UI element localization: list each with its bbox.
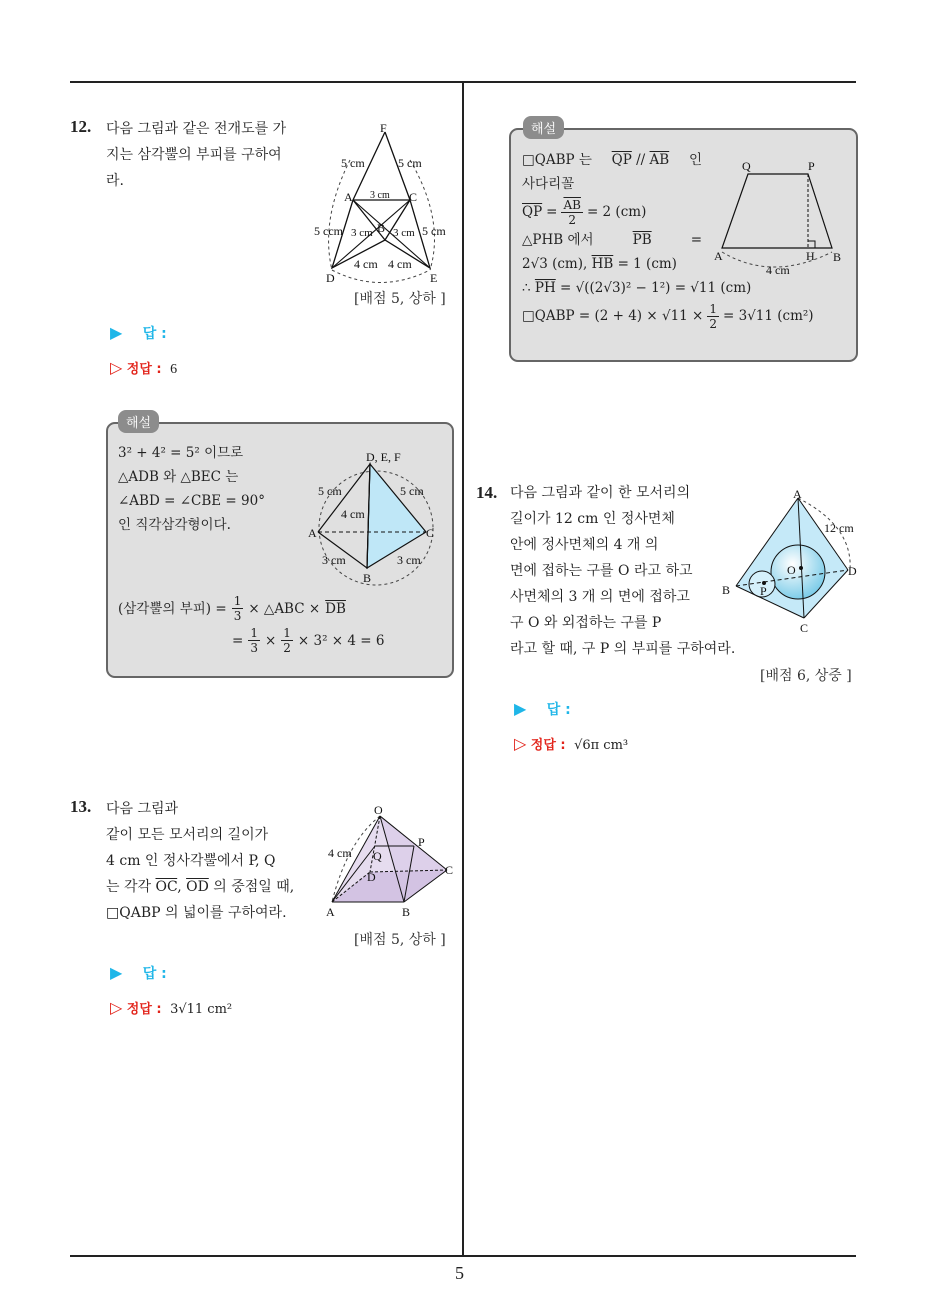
sol12-line1: 3² + 4² = 5² 이므로: [118, 445, 244, 461]
q12-line3: 라.: [106, 173, 124, 189]
q12-label-E: E: [430, 271, 438, 285]
sol13-frac-half: [707, 302, 719, 331]
q12-arc-left: [329, 160, 350, 270]
q13-label-D: D: [367, 870, 376, 884]
sol13-eq-c: =: [690, 232, 702, 248]
sol12-frac2-den: 3: [250, 641, 258, 655]
sol12-vol-lhs: (삼각뿔의 부피) =: [118, 600, 227, 617]
page-number: 5: [455, 1263, 464, 1283]
q14-label-12: 12 cm: [824, 521, 854, 535]
q12-label-3top: 3 cm: [370, 190, 390, 201]
q13-label-Q: Q: [373, 849, 382, 863]
q13-label-B: B: [402, 905, 411, 919]
q13-line4-a: 는 각각: [106, 879, 152, 895]
sol13-l7b: = 3√11 (cm²): [723, 308, 814, 324]
sol12-eq2-times: ×: [264, 632, 277, 649]
sol13-l6a: ∴: [522, 280, 531, 296]
q13-line2: 같이 모든 모서리의 길이가: [106, 827, 269, 843]
sol12-label-B: B: [363, 571, 372, 585]
sol13-half-den: 2: [709, 316, 717, 331]
q12-score: [배점 5, 상하 ]: [354, 291, 446, 307]
q14-answer-row: [514, 699, 571, 719]
column-divider: [462, 82, 464, 1256]
q14-label-B: B: [722, 583, 731, 597]
q13-solution-tab: 해설: [523, 116, 564, 139]
sol13-line4: [522, 228, 702, 252]
q12-correct-label: 정답 :: [126, 362, 162, 377]
sol13-frac-ab-den: 2: [568, 212, 577, 227]
sol13-label-B: B: [833, 250, 842, 264]
sol12-volume-eq1: [118, 594, 346, 623]
sol13-line1: [522, 148, 702, 172]
q12-solution-figure: [306, 448, 446, 588]
q14-line3: 안에 정사면체의 4 개 의: [510, 537, 659, 553]
q14-line4: 면에 접하는 구를 O 라고 하고: [510, 563, 693, 579]
q13-pyramid-figure: [322, 802, 462, 922]
sol13-l1b: 인: [688, 152, 702, 168]
sol12-frac2: [248, 626, 260, 655]
sol12-volume-eq2: [232, 626, 384, 655]
sol13-hb: $\overline{HB}$: [591, 256, 614, 272]
q12-text: [106, 116, 306, 194]
sol13-l5a: 2√3 (cm),: [522, 256, 588, 272]
q14-center-O: [799, 566, 803, 570]
q12-answer-row: [110, 323, 167, 343]
sol12-label-3a: 3 cm: [322, 553, 346, 567]
q13-text: [106, 796, 321, 926]
sol13-label-Q: Q: [742, 159, 751, 173]
q13-correct-label: 정답 :: [126, 1002, 162, 1017]
q14-line2: 길이가 12 cm 인 정사면체: [510, 511, 675, 527]
q14-text-top: [510, 480, 740, 662]
q12-correct-row: [110, 358, 177, 378]
q13-correct-value: 3√11 cm²: [170, 1002, 233, 1017]
q14-label-A: A: [793, 487, 802, 501]
sol13-frac-ab: [561, 198, 582, 227]
sol12-frac1-num: 1: [233, 594, 242, 608]
q13-line1: 다음 그림과: [106, 801, 179, 817]
q13-line4: [106, 874, 321, 900]
correct-arrow-icon: ▷: [514, 734, 527, 753]
q12-answer-label: 답 :: [142, 326, 167, 342]
sol13-l1a: □QABP 는: [522, 152, 592, 168]
sol13-ph: $\overline{PH}$: [534, 280, 556, 296]
answer-arrow-icon: ▶: [110, 963, 123, 982]
q14-label-D: D: [848, 564, 857, 578]
sol12-label-3b: 3 cm: [397, 553, 421, 567]
sol13-label-4: 4 cm: [766, 263, 790, 277]
q12-correct-value: 6: [170, 362, 178, 377]
sol12-vol-rest: × △ABC ×: [248, 600, 321, 617]
q13-line5: □QABP 의 넓이를 구하여라.: [106, 905, 287, 921]
q12-label-3b: 3 cm: [393, 227, 415, 239]
sol12-vol-db: $\overline{DB}$: [325, 600, 346, 617]
sol12-line3: ∠ABD = ∠CBE = 90°: [118, 493, 265, 509]
q14-line5: 사면체의 3 개 의 면에 접하고: [510, 589, 690, 605]
sol13-line7: [522, 300, 852, 332]
q14-line1: 다음 그림과 같이 한 모서리의: [510, 485, 691, 501]
sol13-label-H: H: [806, 249, 815, 263]
q12-label-5a: 5 cm: [341, 156, 365, 170]
answer-arrow-icon: ▶: [110, 323, 123, 342]
sol12-frac2-num: 1: [250, 626, 258, 640]
q14-correct-label: 정답 :: [530, 738, 566, 753]
q12-label-4a: 4 cm: [354, 257, 378, 271]
q12-line1: 다음 그림과 같은 전개도를 가: [106, 121, 287, 137]
sol13-eq-a: =: [546, 204, 558, 220]
q13-segment-oc: $\overline{OC}$: [155, 879, 178, 895]
q12-solution-tab: 해설: [118, 410, 159, 433]
q13-score: [배점 5, 상하 ]: [354, 932, 446, 948]
answer-arrow-icon: ▶: [514, 699, 527, 718]
q13-line4-b: 의 중점일 때,: [213, 879, 295, 895]
sol13-ab: $\overline{AB}$: [649, 152, 670, 168]
sol13-eq-b: = 2 (cm): [586, 204, 647, 220]
sol13-line6: [522, 276, 852, 300]
q14-label-C: C: [800, 621, 809, 635]
correct-arrow-icon: ▷: [110, 998, 123, 1017]
q13-segment-od: $\overline{OD}$: [186, 879, 209, 895]
sol12-label-4: 4 cm: [341, 507, 365, 521]
q12-solution-text: [118, 441, 298, 537]
q14-label-P: P: [760, 584, 767, 598]
q12-label-5b: 5 cm: [398, 156, 422, 170]
q14-label-O: O: [787, 563, 796, 577]
sol13-line2: 사다리꼴: [522, 176, 575, 192]
q14-sphere-O: [771, 545, 825, 599]
q12-line2: 지는 삼각뿔의 부피를 구하여: [106, 147, 282, 163]
q12-label-F: F: [380, 121, 387, 135]
q13-label-C: C: [445, 863, 454, 877]
sol12-label-5b: 5 cm: [400, 484, 424, 498]
sol12-frac3: [281, 626, 293, 655]
q13-label-4: 4 cm: [328, 846, 352, 860]
q12-label-D: D: [326, 271, 335, 285]
q14-answer-label: 답 :: [546, 702, 571, 718]
sol13-l6b: = √((2√3)² − 1²) = √11 (cm): [560, 280, 752, 296]
q14-line7: 라고 할 때, 구 P 의 부피를 구하여라.: [510, 641, 736, 657]
correct-arrow-icon: ▷: [110, 358, 123, 377]
q14-correct-value: √6π cm³: [574, 738, 629, 753]
q13-line3: 4 cm 인 정사각뿔에서 P, Q: [106, 853, 276, 869]
sol13-trapezoid: [722, 174, 832, 248]
q12-number: 12.: [70, 117, 92, 136]
q12-label-B: B: [377, 221, 386, 235]
q12-label-3a: 3 cm: [351, 227, 373, 239]
sol13-parallel: //: [636, 152, 646, 168]
sol12-label-DEF: D, E, F: [366, 450, 401, 464]
q12-label-5c: 5 ccm: [314, 224, 343, 238]
q14-line6: 구 O 와 외접하는 구를 P: [510, 615, 662, 631]
q12-label-4b: 4 cm: [388, 257, 412, 271]
q13-number: 13.: [70, 797, 92, 816]
q13-label-O: O: [374, 803, 383, 817]
sol13-label-P: P: [808, 159, 815, 173]
q14-tetrahedron-figure: [718, 486, 863, 636]
q14-score: [배점 6, 상중 ]: [760, 668, 852, 684]
sol12-label-5a: 5 cm: [318, 484, 342, 498]
sol12-frac1-den: 3: [233, 609, 242, 623]
q13-comma: ,: [177, 879, 182, 895]
sol12-label-A: A: [308, 526, 317, 540]
sol13-right-angle: [808, 241, 815, 248]
sol12-frac3-num: 1: [283, 626, 291, 640]
q13-answer-label: 답 :: [142, 966, 167, 982]
sol12-line2: △ADB 와 △BEC 는: [118, 469, 239, 485]
sol12-frac3-den: 2: [283, 641, 291, 655]
sol12-eq2-rest: × 3² × 4 = 6: [297, 632, 385, 649]
q13-label-P: P: [418, 835, 425, 849]
q12-label-5d: 5 cm: [422, 224, 446, 238]
sol13-pb: $\overline{PB}$: [632, 232, 652, 248]
q13-correct-row: [110, 998, 232, 1017]
q14-number: 14.: [476, 483, 498, 502]
sol13-l7a: □QABP = (2 + 4) × √11 ×: [522, 308, 704, 324]
sol12-label-C: C: [426, 526, 435, 540]
q12-net-figure: [310, 120, 460, 290]
sol13-l5b: = 1 (cm): [617, 256, 677, 272]
q12-label-C: C: [409, 190, 418, 204]
q13-solution-trapezoid-figure: [710, 152, 850, 277]
sol12-frac1: [232, 594, 244, 623]
q12-label-A: A: [344, 190, 353, 204]
q12-arc-bottom: [332, 270, 430, 283]
q13-answer-row: [110, 963, 167, 983]
bottom-rule: [70, 1255, 856, 1257]
sol13-frac-ab-num: $\overline{AB}$: [563, 197, 581, 212]
sol13-half-num: 1: [709, 301, 717, 316]
q14-correct-row: [514, 734, 628, 753]
sol13-l4a: △PHB 에서: [522, 232, 594, 248]
sol13-qp: $\overline{QP}$: [611, 152, 632, 168]
sol12-eq2-sign: =: [232, 632, 244, 649]
sol13-label-A: A: [714, 249, 723, 263]
q13-label-A: A: [326, 905, 335, 919]
sol12-line4: 인 직각삼각형이다.: [118, 517, 231, 533]
sol13-qp-lhs: $\overline{QP}$: [522, 204, 543, 220]
